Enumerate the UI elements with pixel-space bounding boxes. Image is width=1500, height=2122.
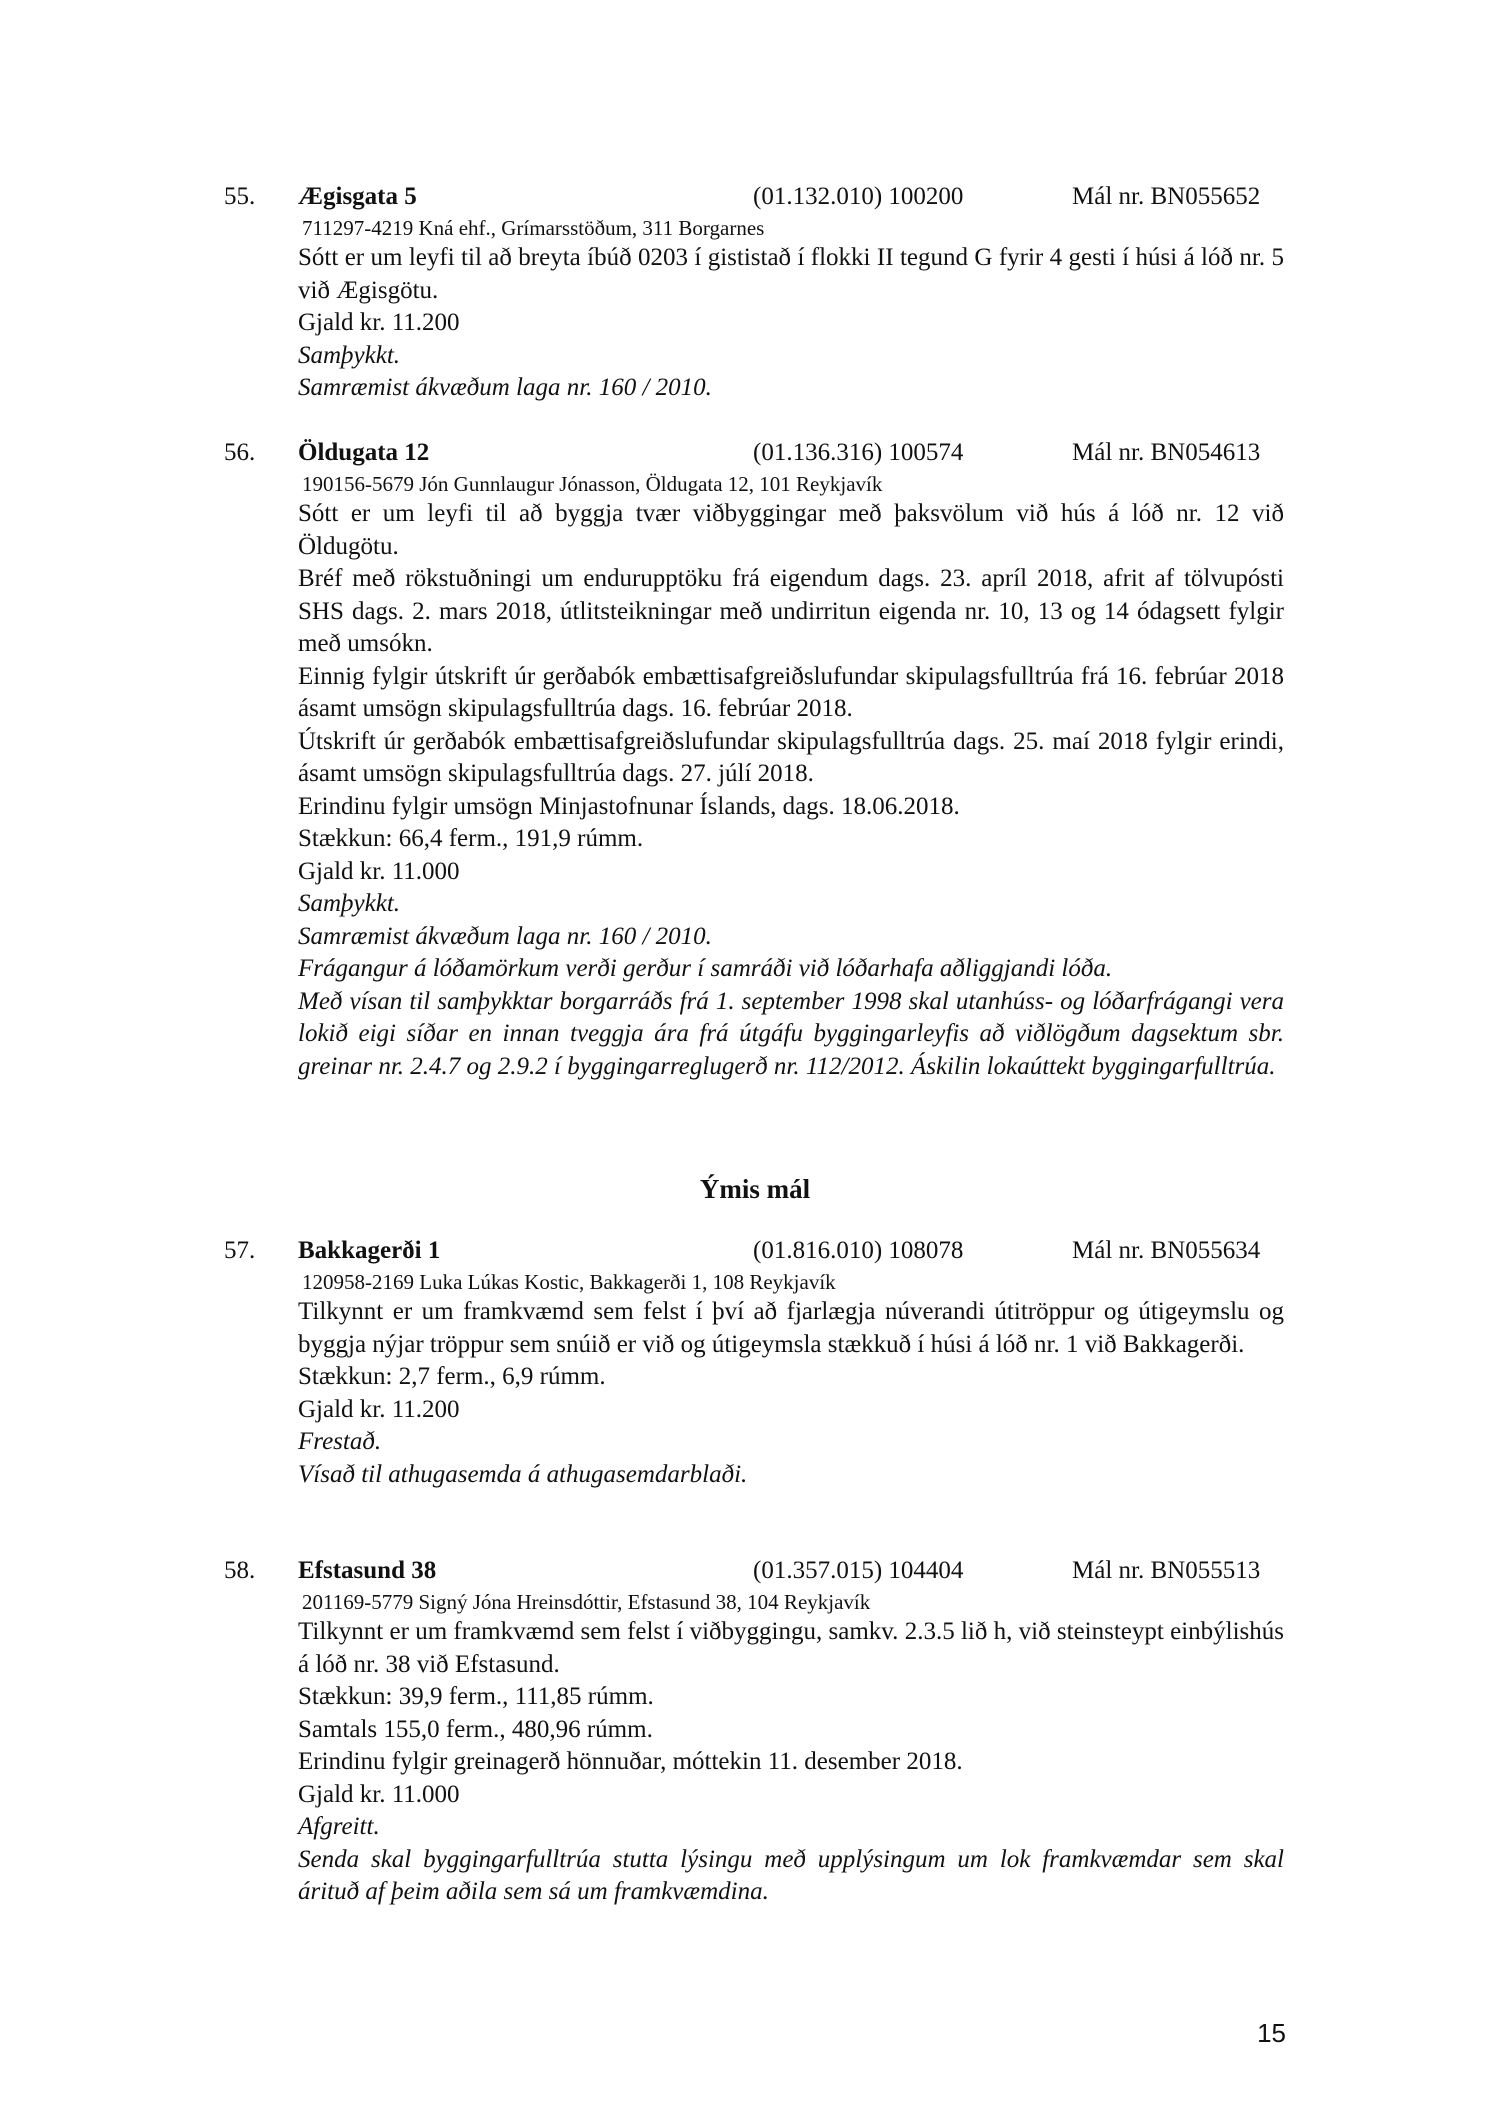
case-paragraph: Stækkun: 2,7 ferm., 6,9 rúmm.: [298, 1363, 606, 1390]
case-item: [0, 180, 1500, 405]
section-heading: Ýmis mál: [699, 1174, 811, 1204]
case-id: Mál nr. BN055652: [1072, 183, 1261, 210]
case-paragraph: Gjald kr. 11.000: [298, 857, 460, 885]
case-paragraph: Sótt er um leyfi til að breyta íbúð 0203 í gististað í flokki II tegund G fyrir 4 gesti í húsi á lóð nr. 5 við Ægisgötu.: [298, 244, 1284, 304]
case-paragraph: Stækkun: 66,4 ferm., 191,9 rúmm.: [298, 825, 644, 852]
case-paragraph: Gjald kr. 11.200: [298, 1395, 460, 1423]
decision-text: Frágangur á lóðamörkum verði gerður í samráði við lóðarhafa aðliggjandi lóða.: [298, 955, 1113, 982]
case-id: Mál nr. BN055513: [1072, 1557, 1261, 1584]
case-header: [0, 1234, 1500, 1268]
case-item: [0, 436, 1500, 1083]
case-paragraph: Stækkun: 39,9 ferm., 111,85 rúmm.: [298, 1683, 654, 1710]
case-address: Öldugata 12: [298, 439, 430, 466]
case-item: [0, 1234, 1500, 1491]
case-header: [0, 436, 1500, 470]
decision-text: Með vísan til samþykktar borgarráðs frá 1. september 1998 skal utanhúss- og lóðarfrágangi vera lokið eigi síðar en innan tveggja ára frá útgáfu byggingarleyfis að viðlögðum dagsektum sbr. greinar nr. 2.4.7 og 2.9.2 í byggingarreglugerð nr. 112/2012. Áskilin lokaúttekt byggingarfulltrúa.: [298, 987, 1284, 1080]
case-address: Bakkagerði 1: [298, 1237, 441, 1264]
case-paragraph: Gjald kr. 11.000: [298, 1780, 460, 1808]
case-paragraph: Tilkynnt er um framkvæmd sem felst í því að fjarlægja núverandi útitröppur og útigeymslu og byggja nýjar tröppur sem snúið er við og útigeymsla stækkuð í húsi á lóð nr. 1 við Bakkagerði.: [298, 1298, 1284, 1358]
decision-text: Samræmist ákvæðum laga nr. 160 / 2010.: [298, 374, 712, 401]
case-number: 56.: [224, 439, 256, 466]
land-code: (01.132.010) 100200: [753, 183, 964, 210]
decision-text: Senda skal byggingarfulltrúa stutta lýsingu með upplýsingum um lok framkvæmdar sem skal árituð af þeim aðila sem sá um framkvæmdina.: [298, 1845, 1284, 1905]
case-paragraph: Gjald kr. 11.200: [298, 309, 460, 336]
case-body: [298, 498, 1284, 1083]
land-code: (01.136.316) 100574: [753, 439, 964, 466]
decision-text: Samræmist ákvæðum laga nr. 160 / 2010.: [298, 922, 712, 950]
case-paragraph: Erindinu fylgir greinagerð hönnuðar, móttekin 11. desember 2018.: [298, 1748, 963, 1775]
case-item: [0, 1554, 1500, 1909]
case-paragraph: Samtals 155,0 ferm., 480,96 rúmm.: [298, 1715, 653, 1743]
case-paragraph: Tilkynnt er um framkvæmd sem felst í viðbyggingu, samkv. 2.3.5 lið h, við steinsteypt einbýlishús á lóð nr. 38 við Efstasund.: [298, 1618, 1284, 1678]
applicant-line: 711297-4219 Kná ehf., Grímarsstöðum, 311 Borgarnes: [302, 216, 765, 240]
decision-text: Samþykkt.: [298, 341, 401, 369]
case-paragraph: Útskrift úr gerðabók embættisafgreiðslufundar skipulagsfulltrúa dags. 25. maí 2018 fylgir erindi, ásamt umsögn skipulagsfulltrúa dags. 27. júlí 2018.: [298, 727, 1284, 787]
case-number: 55.: [224, 183, 256, 210]
case-body: [298, 1296, 1284, 1491]
case-id: Mál nr. BN055634: [1072, 1237, 1261, 1264]
case-header: [0, 180, 1500, 214]
case-number: 58.: [224, 1557, 256, 1584]
page-number: 15: [1257, 2018, 1286, 2048]
case-address: Efstasund 38: [298, 1557, 437, 1584]
decision-text: Samþykkt.: [298, 890, 401, 917]
case-paragraph: Bréf með rökstuðningi um endurupptöku frá eigendum dags. 23. apríl 2018, afrit af tölvupósti SHS dags. 2. mars 2018, útlitsteikningar með undirritun eigenda nr. 10, 13 og 14 ódagsett fylgir með umsókn.: [298, 565, 1284, 657]
applicant-line: 190156-5679 Jón Gunnlaugur Jónasson, Öldugata 12, 101 Reykjavík: [302, 472, 883, 496]
case-body: [298, 1616, 1284, 1909]
case-header: [0, 1554, 1500, 1588]
decision-text: Frestað.: [298, 1428, 382, 1455]
case-number: 57.: [224, 1237, 256, 1264]
decision-text: Vísað til athugasemda á athugasemdarblaði.: [298, 1460, 748, 1488]
applicant-line: 120958-2169 Luka Lúkas Kostic, Bakkagerði 1, 108 Reykjavík: [302, 1270, 836, 1294]
case-paragraph: Erindinu fylgir umsögn Minjastofnunar Íslands, dags. 18.06.2018.: [298, 792, 960, 820]
case-body: [298, 242, 1284, 405]
land-code: (01.357.015) 104404: [753, 1557, 964, 1584]
decision-text: Afgreitt.: [298, 1813, 380, 1840]
case-address: Ægisgata 5: [298, 183, 417, 210]
applicant-line: 201169-5779 Signý Jóna Hreinsdóttir, Efstasund 38, 104 Reykjavík: [302, 1590, 871, 1614]
case-id: Mál nr. BN054613: [1072, 439, 1261, 466]
case-paragraph: Sótt er um leyfi til að byggja tvær viðbyggingar með þaksvölum við hús á lóð nr. 12 við Öldugötu.: [298, 500, 1284, 560]
land-code: (01.816.010) 108078: [753, 1237, 964, 1264]
case-paragraph: Einnig fylgir útskrift úr gerðabók embættisafgreiðslufundar skipulagsfulltrúa frá 16. febrúar 2018 ásamt umsögn skipulagsfulltrúa dags. 16. febrúar 2018.: [298, 662, 1284, 722]
